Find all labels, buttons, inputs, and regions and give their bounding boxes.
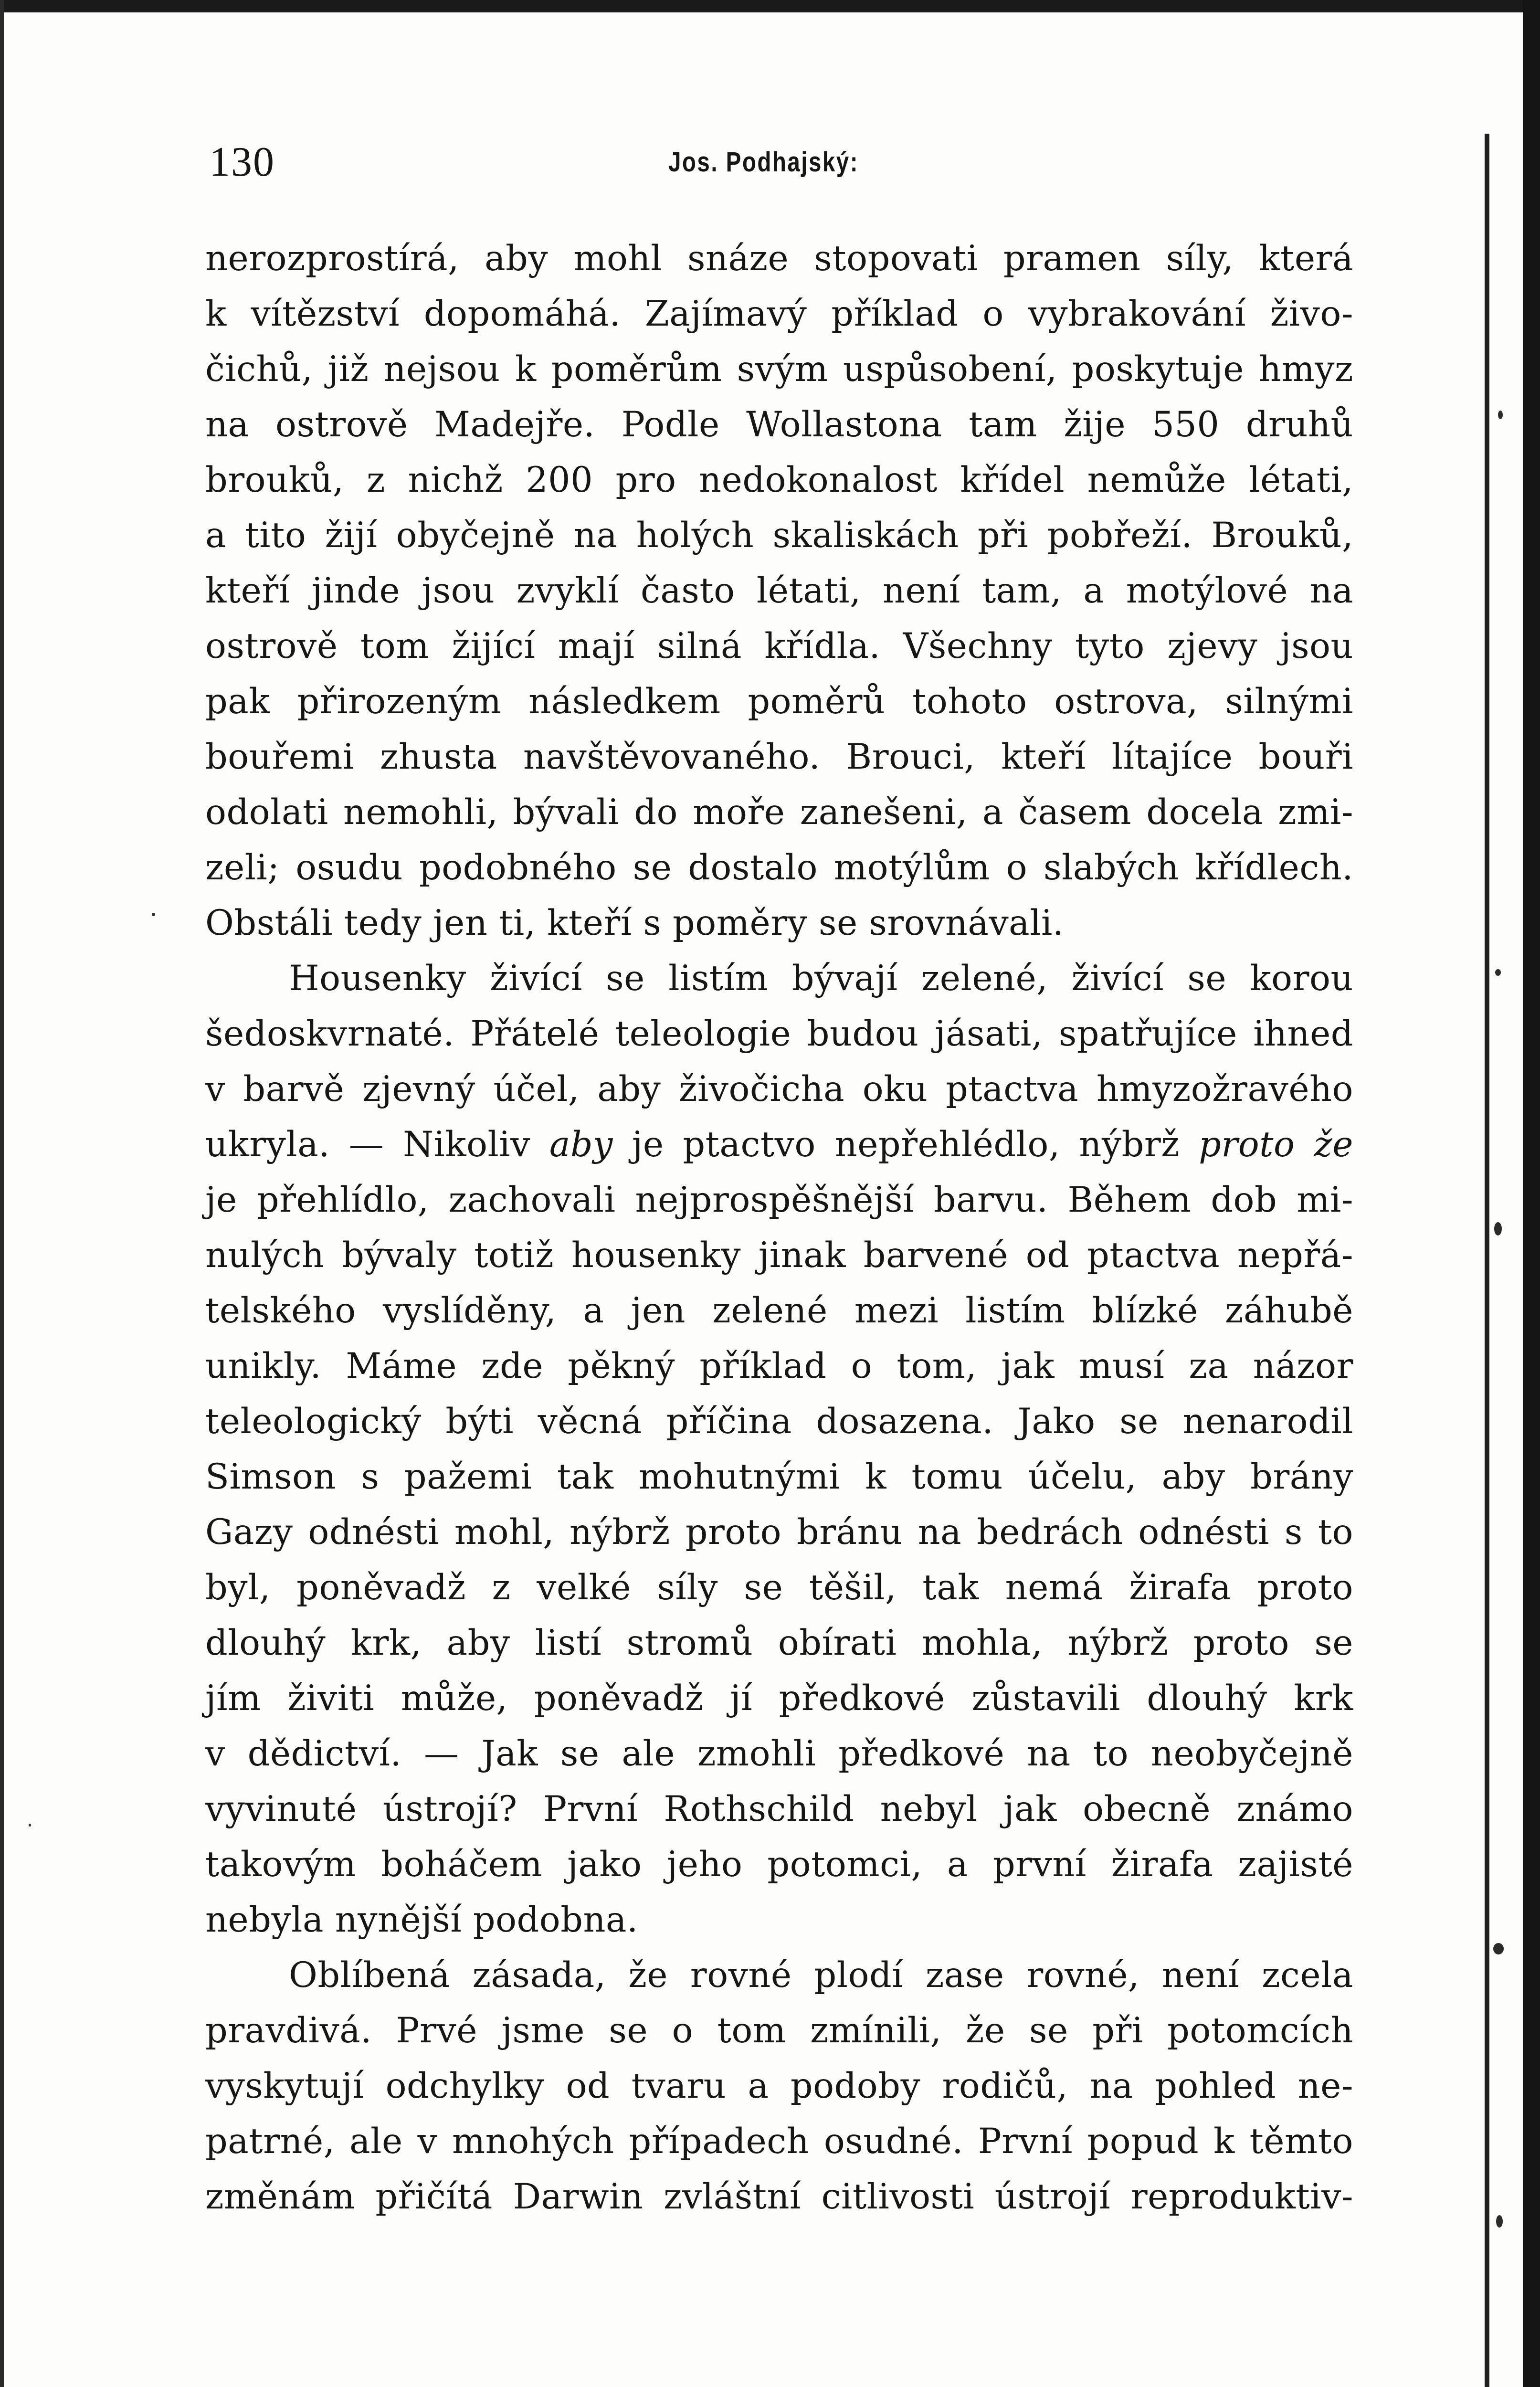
text-line: bouřemi zhusta navštěvovaného. Brouci, kteří lítajíce bouři — [205, 737, 1353, 777]
scan-speck — [152, 913, 155, 916]
text-line: ostrově tom žijící mají silná křídla. Všechny tyto zjevy jsou — [205, 626, 1353, 666]
italic-text: proto že — [1199, 1124, 1353, 1165]
italic-text: aby — [549, 1124, 613, 1165]
scan-speck — [1495, 969, 1501, 976]
text-segment: je ptactvo nepřehlédlo, nýbrž — [632, 1124, 1180, 1165]
text-line: Gazy odnésti mohl, nýbrž proto bránu na bedrách odnésti s to — [205, 1512, 1353, 1553]
text-line: nebyla nynější podobna. — [205, 1900, 638, 1940]
text-line: nerozprostírá, aby mohl snáze stopovati pramen síly, která — [205, 238, 1353, 279]
text-line: Simson s pažemi tak mohutnými k tomu účelu, aby brány — [205, 1457, 1353, 1497]
text-line: unikly. Máme zde pěkný příklad o tom, jak musí za názor — [205, 1346, 1353, 1386]
text-line: takovým boháčem jako jeho potomci, a první žirafa zajisté — [205, 1844, 1353, 1885]
text-line: telského vyslíděny, a jen zelené mezi listím blízké záhubě — [205, 1290, 1353, 1331]
text-line: vyvinuté ústrojí? První Rothschild nebyl jak obecně známo — [205, 1789, 1353, 1829]
page-left-edge — [0, 0, 4, 2387]
scan-speck — [29, 1824, 31, 1827]
text-line: vyskytují odchylky od tvaru a podoby rodičů, na pohled ne- — [205, 2066, 1353, 2106]
text-line: zeli; osudu podobného se dostalo motýlům o slabých křídlech. — [205, 847, 1353, 888]
text-line: na ostrově Madejře. Podle Wollastona tam žije 550 druhů — [205, 404, 1353, 445]
text-line: a tito žijí obyčejně na holých skaliskách při pobřeží. Brouků, — [205, 515, 1353, 556]
scan-speck — [1496, 2215, 1503, 2228]
text-line: jím živiti může, poněvadž jí předkové zůstavili dlouhý krk — [205, 1678, 1353, 1719]
text-line: změnám přičítá Darwin zvláštní citlivosti ústrojí reproduktiv- — [205, 2176, 1353, 2217]
body-text — [205, 231, 1353, 2225]
text-line: dlouhý krk, aby listí stromů obírati mohla, nýbrž proto se — [205, 1623, 1353, 1663]
text-line: byl, poněvadž z velké síly se těšil, tak nemá žirafa proto — [205, 1567, 1353, 1608]
scan-speck — [1494, 1222, 1502, 1236]
text-line: v dědictví. — Jak se ale zmohli předkové na to neobyčejně — [205, 1733, 1353, 1774]
running-head: Jos. Podhajský: — [668, 147, 859, 178]
text-line: je přehlídlo, zachovali nejprospěšnější barvu. Během dob mi- — [205, 1180, 1353, 1220]
text-line: Housenky živící se listím bývají zelené, živící se korou — [289, 958, 1353, 999]
text-line: Obstáli tedy jen ti, kteří s poměry se srovnávali. — [205, 903, 1064, 943]
scan-speck — [1498, 411, 1503, 419]
text-line: pravdivá. Prvé jsme se o tom zmínili, že se při potomcích — [205, 2010, 1353, 2051]
text-line: teleologický býti věcná příčina dosazena. Jako se nenarodil — [205, 1401, 1353, 1442]
text-line: Oblíbená zásada, že rovné plodí zase rovné, není zcela — [289, 1955, 1353, 1996]
text-line: nulých bývaly totiž housenky jinak barvené od ptactva nepřá- — [205, 1235, 1353, 1276]
page-right-edge — [1523, 0, 1540, 2387]
text-line: čichů, již nejsou k poměrům svým uspůsobení, poskytuje hmyz — [205, 349, 1353, 390]
scan-speck — [1493, 1943, 1504, 1954]
text-line: k vítězství dopomáhá. Zajímavý příklad o vybrakování živo- — [205, 294, 1353, 334]
page-top-edge — [0, 0, 1540, 12]
text-line: pak přirozeným následkem poměrů tohoto ostrova, silnými — [205, 681, 1353, 722]
text-line-with-italics — [205, 1117, 1353, 1172]
text-line: patrné, ale v mnohých případech osudné. První popud k těmto — [205, 2121, 1353, 2162]
text-line: brouků, z nichž 200 pro nedokonalost křídel nemůže létati, — [205, 460, 1353, 500]
page-binding-edge — [1485, 134, 1489, 2387]
page-header — [209, 136, 1374, 198]
text-line: v barvě zjevný účel, aby živočicha oku ptactva hmyzožravého — [205, 1069, 1353, 1109]
page-number: 130 — [209, 139, 275, 185]
text-line: odolati nemohli, bývali do moře zanešeni, a časem docela zmi- — [205, 792, 1353, 833]
text-line: šedoskvrnaté. Přátelé teleologie budou jásati, spatřujíce ihned — [205, 1014, 1353, 1054]
text-line: kteří jinde jsou zvyklí často létati, není tam, a motýlové na — [205, 570, 1353, 611]
text-segment: ukryla. — Nikoliv — [205, 1124, 530, 1165]
